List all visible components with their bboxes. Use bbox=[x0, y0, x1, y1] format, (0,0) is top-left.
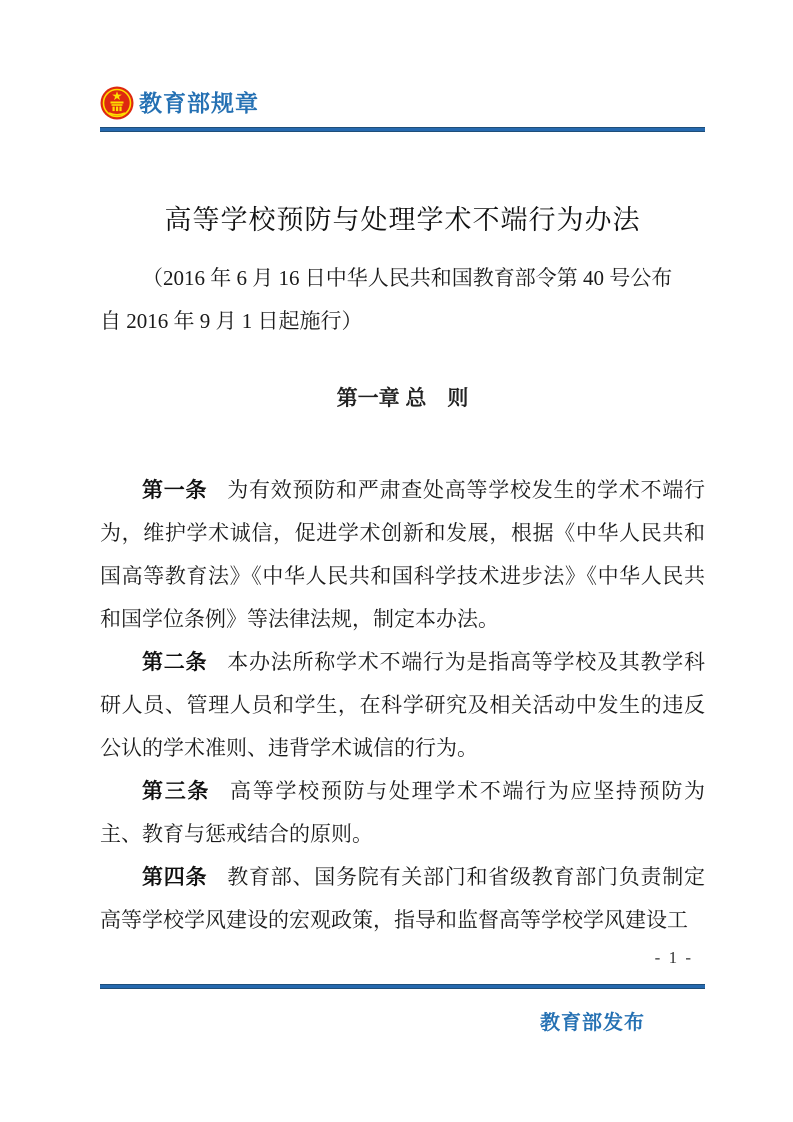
document-body bbox=[100, 469, 705, 942]
document-title: 高等学校预防与处理学术不端行为办法 bbox=[164, 205, 641, 235]
document-subtitle bbox=[100, 257, 705, 343]
article-text: 本办法所称学术不端行为是指高等学校及其教学科研人员、管理人员和学生，在科学研究及相关活动中发生的违反公认的学术准则、违背学术诚信的行为。 bbox=[100, 650, 706, 760]
header-divider bbox=[100, 127, 705, 132]
chapter-heading: 第一章 总 则 bbox=[336, 387, 469, 410]
china-national-emblem-icon bbox=[100, 86, 134, 120]
page-number: - 1 - bbox=[654, 948, 693, 967]
article-number: 第四条 bbox=[142, 866, 208, 889]
subtitle-line: 自 2016 年 9 月 1 日起施行） bbox=[100, 309, 363, 333]
page-content bbox=[100, 0, 705, 942]
article-text: 为有效预防和严肃查处高等学校发生的学术不端行为，维护学术诚信，促进学术创新和发展，根据《中华人民共和国高等教育法》《中华人民共和国科学技术进步法》《中华人民共和国学位条例》等法律法规，制定本办法。 bbox=[100, 478, 706, 631]
article-number: 第一条 bbox=[142, 479, 208, 502]
article-number: 第二条 bbox=[142, 651, 208, 674]
header bbox=[100, 86, 705, 120]
article-paragraph bbox=[100, 641, 705, 770]
footer-publisher: 教育部发布 bbox=[540, 1012, 645, 1034]
article-text: 教育部、国务院有关部门和省级教育部门负责制定高等学校学风建设的宏观政策，指导和监督高等学校学风建设工 bbox=[100, 865, 706, 932]
subtitle-line: （2016 年 6 月 16 日中华人民共和国教育部令第 40 号公布 bbox=[142, 266, 673, 290]
article-paragraph bbox=[100, 856, 705, 942]
article-number: 第三条 bbox=[142, 780, 211, 803]
footer-divider bbox=[100, 984, 705, 989]
article-paragraph bbox=[100, 469, 705, 641]
article-text: 高等学校预防与处理学术不端行为应坚持预防为主、教育与惩戒结合的原则。 bbox=[100, 779, 706, 846]
header-badge-label: 教育部规章 bbox=[139, 90, 259, 116]
article-paragraph bbox=[100, 770, 705, 856]
